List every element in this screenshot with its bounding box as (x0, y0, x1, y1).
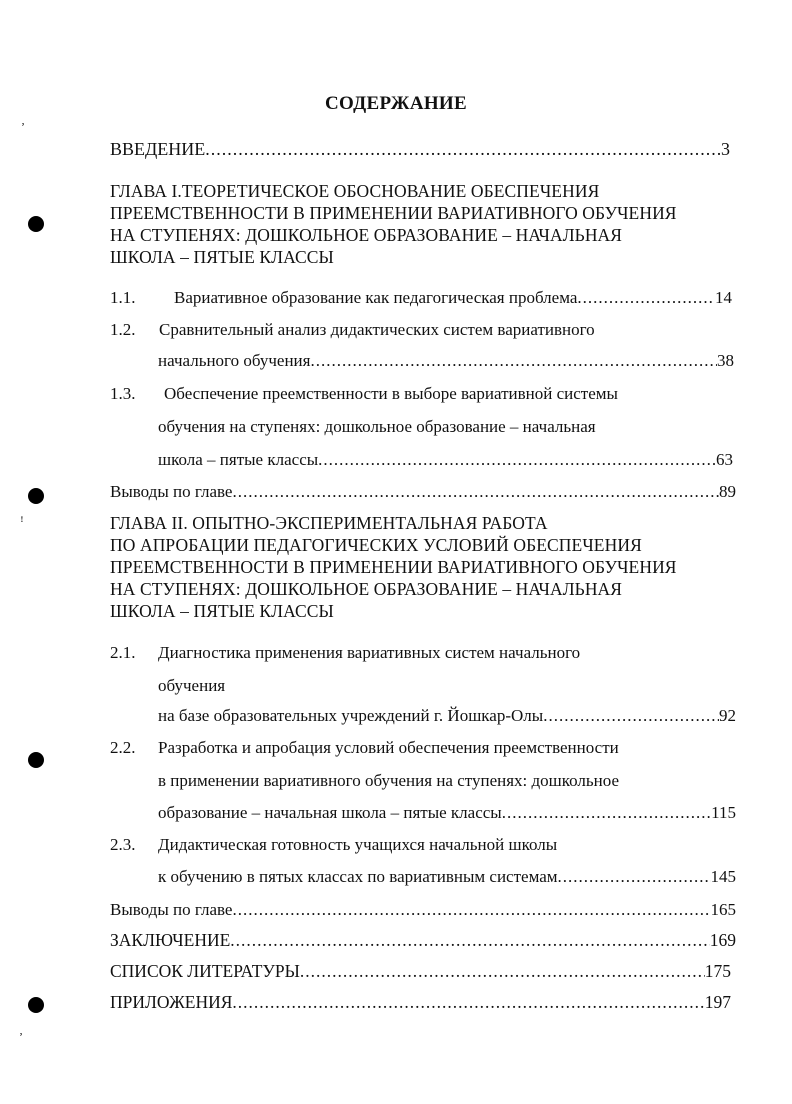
toc-entry-label: начального обучения (158, 351, 311, 370)
chapter-heading[interactable]: ШКОЛА – ПЯТЫЕ КЛАССЫ (110, 247, 334, 267)
chapter-heading[interactable]: ШКОЛА – ПЯТЫЕ КЛАССЫ (110, 601, 334, 621)
toc-entry-label: на базе образовательных учреждений г. Йошкар-Олы (158, 706, 544, 725)
toc-entry-page: 63 (716, 450, 733, 469)
binding-hole (28, 752, 44, 768)
toc-entry-section[interactable] (158, 450, 733, 470)
chapter-heading[interactable]: НА СТУПЕНЯХ: ДОШКОЛЬНОЕ ОБРАЗОВАНИЕ – НАЧАЛЬНАЯ (110, 225, 623, 245)
toc-entry-section[interactable] (158, 867, 736, 887)
chapter-heading[interactable]: ПРЕЕМСТВЕННОСТИ В ПРИМЕНЕНИИ ВАРИАТИВНОГО ОБУЧЕНИЯ (110, 557, 677, 577)
toc-entry-conclusions[interactable] (110, 900, 736, 920)
scan-speck: ʼ (19, 1030, 23, 1044)
toc-entry-label[interactable]: Диагностика применения вариативных систем начального (158, 643, 581, 662)
toc-entry-label: ЗАКЛЮЧЕНИЕ (110, 930, 231, 950)
section-number: 2.1. (110, 643, 136, 662)
chapter-heading[interactable]: НА СТУПЕНЯХ: ДОШКОЛЬНОЕ ОБРАЗОВАНИЕ – НАЧАЛЬНАЯ (110, 579, 623, 599)
toc-entry-page: 38 (717, 351, 734, 370)
toc-entry-page: 165 (710, 900, 736, 919)
toc-entry-label: Выводы по главе (110, 482, 233, 501)
chapter-heading[interactable]: ПО АПРОБАЦИИ ПЕДАГОГИЧЕСКИХ УСЛОВИЙ ОБЕСПЕЧЕНИЯ (110, 535, 642, 555)
toc-entry-label: ПРИЛОЖЕНИЯ (110, 992, 233, 1012)
toc-entry-page: 169 (709, 930, 736, 950)
leader-dots (577, 288, 715, 308)
leader-dots (230, 930, 709, 950)
section-number: 2.2. (110, 738, 136, 757)
toc-entry-section[interactable] (174, 288, 732, 308)
toc-entry-section[interactable] (158, 803, 736, 823)
section-number: 2.3. (110, 835, 136, 854)
section-number: 1.2. (110, 320, 136, 339)
toc-entry-label: СПИСОК ЛИТЕРАТУРЫ (110, 961, 300, 981)
leader-dots (502, 803, 711, 823)
leader-dots (558, 867, 711, 887)
toc-entry-label: образование – начальная школа – пятые классы (158, 803, 502, 822)
section-number: 1.3. (110, 384, 136, 403)
binding-hole (28, 997, 44, 1013)
chapter-heading[interactable]: ГЛАВА II. ОПЫТНО-ЭКСПЕРИМЕНТАЛЬНАЯ РАБОТА (110, 513, 548, 533)
leader-dots (310, 351, 717, 371)
toc-entry-label[interactable]: обучения (158, 676, 226, 695)
toc-entry-label: ВВЕДЕНИЕ (110, 139, 206, 159)
binding-hole (28, 216, 44, 232)
page-title: СОДЕРЖАНИЕ (325, 93, 467, 114)
toc-entry-label[interactable]: Разработка и апробация условий обеспечения преемственности (158, 738, 619, 757)
chapter-heading[interactable]: ГЛАВА I.ТЕОРЕТИЧЕСКОЕ ОБОСНОВАНИЕ ОБЕСПЕЧЕНИЯ (110, 181, 600, 201)
toc-entry-page: 92 (719, 706, 736, 725)
toc-entry-label[interactable]: Обеспечение преемственности в выборе вариативной системы (164, 384, 618, 403)
leader-dots (300, 961, 705, 981)
toc-entry-section[interactable] (158, 706, 736, 726)
toc-entry-page: 14 (715, 288, 732, 307)
leader-dots (543, 706, 719, 726)
leader-dots (232, 900, 710, 920)
toc-entry-label[interactable]: Дидактическая готовность учащихся начальной школы (158, 835, 558, 854)
toc-entry-page: 89 (719, 482, 736, 501)
toc-entry-label: Выводы по главе (110, 900, 233, 919)
toc-entry-page: 115 (711, 803, 736, 822)
toc-entry-references[interactable] (110, 961, 731, 981)
toc-entry-label[interactable]: обучения на ступенях: дошкольное образование – начальная (158, 417, 596, 436)
section-number: 1.1. (110, 288, 136, 307)
toc-entry-label[interactable]: в применении вариативного обучения на ступенях: дошкольное (158, 771, 620, 790)
toc-entry-label: школа – пятые классы (158, 450, 319, 469)
leader-dots (232, 992, 704, 1012)
leader-dots (205, 139, 721, 159)
toc-entry-label: к обучению в пятых классах по вариативным системам (158, 867, 558, 886)
toc-entry-page: 175 (704, 961, 731, 981)
toc-entry-appendices[interactable] (110, 992, 731, 1012)
leader-dots (318, 450, 716, 470)
toc-entry-introduction[interactable] (110, 139, 730, 159)
toc-entry-conclusions[interactable] (110, 482, 736, 502)
scan-speck: ʼ (21, 120, 25, 134)
toc-entry-label: Вариативное образование как педагогическая проблема (174, 288, 578, 307)
toc-entry-label[interactable]: Сравнительный анализ дидактических систем вариативного (159, 320, 595, 339)
scan-speck: ꜝ (20, 516, 24, 530)
chapter-heading[interactable]: ПРЕЕМСТВЕННОСТИ В ПРИМЕНЕНИИ ВАРИАТИВНОГО ОБУЧЕНИЯ (110, 203, 677, 223)
toc-entry-page: 145 (710, 867, 736, 886)
leader-dots (232, 482, 719, 502)
toc-entry-page: 3 (721, 139, 730, 159)
toc-entry-page: 197 (704, 992, 731, 1012)
toc-entry-conclusion[interactable] (110, 930, 736, 950)
binding-hole (28, 488, 44, 504)
toc-entry-section[interactable] (158, 351, 734, 371)
